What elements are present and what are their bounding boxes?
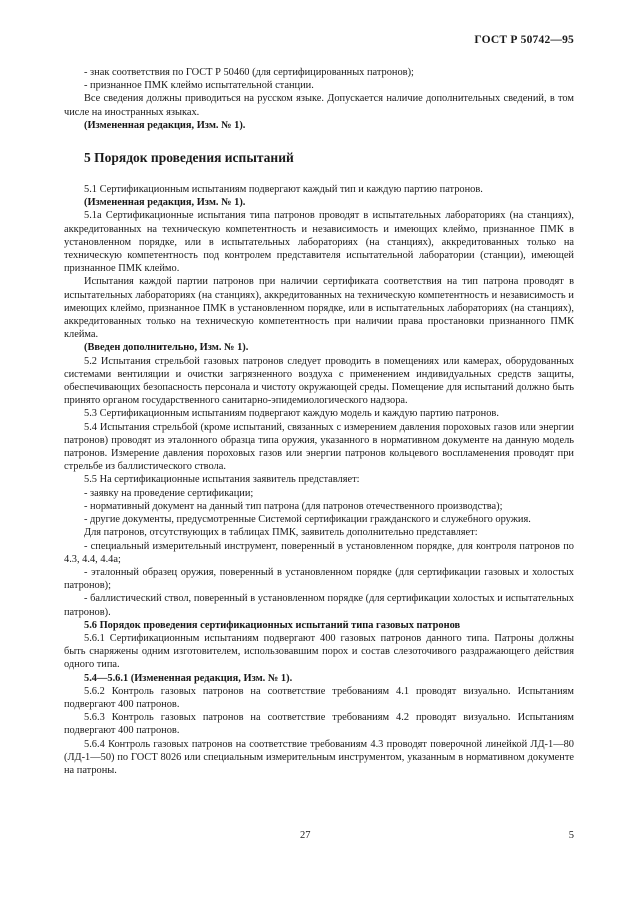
- paragraph: Все сведения должны приводиться на русском языке. Допускается наличие дополнительных сведений, в том числе на иностранных языках.: [64, 93, 574, 118]
- page-number: 27: [300, 830, 311, 841]
- paragraph: 5.6.4 Контроль газовых патронов на соответствие требованиям 4.3 проводят поверочной линейкой ЛД-1—80 (ЛД-1—50) по ГОСТ 8026 или специальным измерительным инструментом, указанным в нормативном документе на патроны.: [64, 738, 574, 776]
- list-item: - специальный измерительный инструмент, поверенный в установленном порядке, для контроля патронов по 4.3, 4.4, 4.4а;: [64, 540, 574, 565]
- paragraph: 5.6.3 Контроль газовых патронов на соответствие требованиям 4.2 проводят визуально. Испытаниям подвергают 400 патронов.: [64, 712, 574, 737]
- paragraph: 5.3 Сертификационным испытаниям подвергают каждую модель и каждую партию патронов.: [84, 408, 499, 420]
- list-item: - баллистический ствол, поверенный в установленном порядке (для сертификации холостых и испытательных патронов).: [64, 593, 574, 618]
- list-item: - знак соответствия по ГОСТ Р 50460 (для сертифицированных патронов);: [84, 67, 414, 78]
- amendment-note: (Измененная редакция, Изм. № 1).: [84, 119, 246, 131]
- section-heading: 5 Порядок проведения испытаний: [84, 150, 294, 166]
- paragraph: 5.1а Сертификационные испытания типа патронов проводят в испытательных лабораториях (на станциях), аккредитованных на техническую компетентность и независимость и имеющих клеймо, признанное ПМК в установленном порядке, или в испытательных лабораториях (на станциях), аккредитованных только на техническую компетентность под контролем представителя испытательной лаборатории (станции), имеющей признанное ПМК клеймо.: [64, 210, 574, 275]
- standard-header: ГОСТ Р 50742—95: [474, 34, 574, 46]
- paragraph: Испытания каждой партии патронов при наличии сертификата соответствия на тип патрона проводят в испытательных лабораториях (на станциях), аккредитованных на техническую компетентность и независимость и имеющих клеймо, признанное ПМК в установленном порядке, или в испытательных лабораториях (на станциях), аккредитованных только на техническую компетентность при наличии права простановки признанного ПМК клейма.: [64, 276, 574, 341]
- paragraph: 5.2 Испытания стрельбой газовых патронов следует проводить в помещениях или камерах, оборудованных системами вентиляции и очистки загрязненного воздуха с применением индивидуальных средств защиты, обеспечивающих безопасность персонала и чистоту окружающей среды. Помещение для испытаний должно быть принято органом государственного санитарно-эпидемиологического надзора.: [64, 355, 574, 407]
- document-body: [64, 66, 574, 777]
- paragraph: 5.1 Сертификационным испытаниям подвергают каждый тип и каждую партию патронов.: [84, 184, 483, 196]
- paragraph: Для патронов, отсутствующих в таблицах ПМК, заявитель дополнительно представляет:: [84, 527, 478, 539]
- paragraph: 5.4 Испытания стрельбой (кроме испытаний, связанных с измерением давления пороховых газов или энергии патронов) проводят из эталонного образца типа оружия, указанного в нормативном документе на данную модель патронов. Измерение давления пороховых газов или энергии патронов кольцевого воспламенения проводят при стрельбе из баллистического ствола.: [64, 421, 574, 473]
- sheet-number: 5: [568, 830, 574, 841]
- amendment-note: (Измененная редакция, Изм. № 1).: [84, 197, 246, 209]
- list-item: - эталонный образец оружия, поверенный в установленном порядке (для сертификации газовых и холостых патронов);: [64, 566, 574, 592]
- paragraph: 5.6.1 Сертификационным испытаниям подвергают 400 газовых патронов данного типа. Патроны должны быть снаряжены одним изготовителем, использовавшим порох и состав слезоточивого раздражающего действия одного типа.: [64, 632, 574, 671]
- subsection-heading: 5.6 Порядок проведения сертификационных испытаний типа газовых патронов: [84, 619, 461, 631]
- amendment-note: 5.4—5.6.1 (Измененная редакция, Изм. № 1).: [84, 672, 293, 684]
- list-item: - нормативный документ на данный тип патрона (для патронов отечественного производства);: [84, 500, 503, 512]
- list-item: - заявку на проведение сертификации;: [84, 487, 254, 499]
- paragraph: 5.6.2 Контроль газовых патронов на соответствие требованиям 4.1 проводят визуально. Испытаниям подвергают 400 патронов.: [64, 685, 574, 710]
- paragraph: 5.5 На сертификационные испытания заявитель представляет:: [84, 474, 360, 486]
- list-item: - признанное ПМК клеймо испытательной станции.: [84, 80, 314, 92]
- list-item: - другие документы, предусмотренные Системой сертификации гражданского и служебного оружия.: [84, 514, 531, 526]
- amendment-note: (Введен дополнительно, Изм. № 1).: [84, 342, 249, 354]
